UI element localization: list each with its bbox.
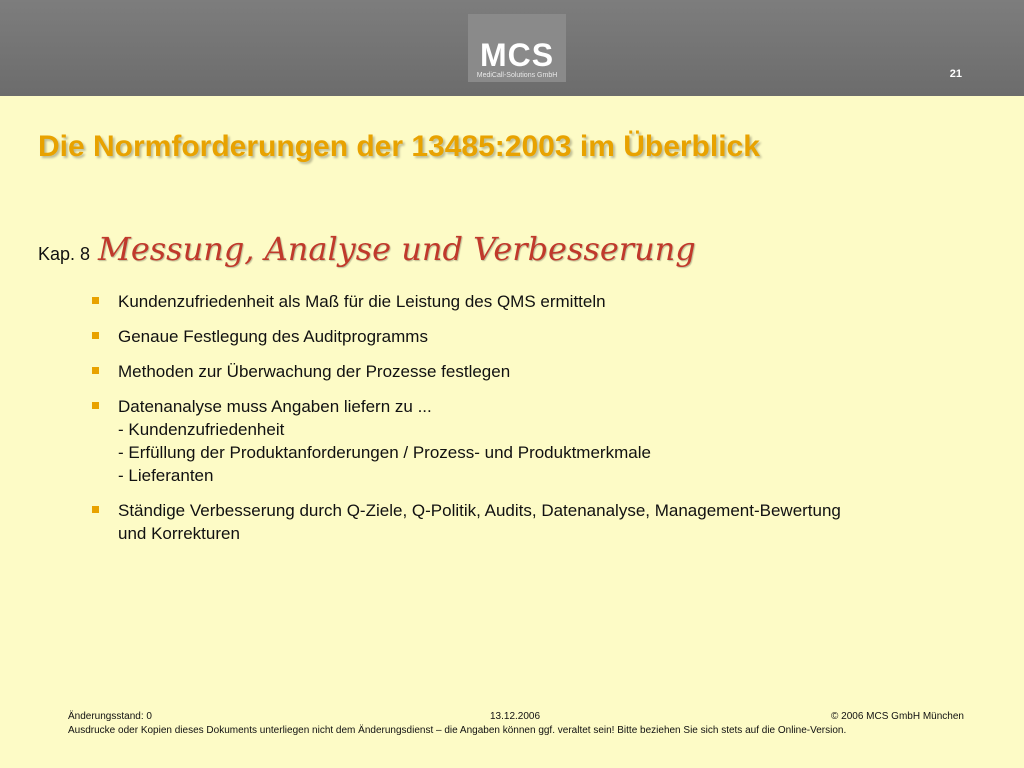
bullet-text: Methoden zur Überwachung der Prozesse festlegen — [118, 362, 511, 381]
bullet-text-continued: und Korrekturen — [118, 524, 240, 543]
bullet-icon — [92, 297, 99, 304]
copyright: © 2006 MCS GmbH München — [831, 711, 964, 722]
bullet-icon — [92, 332, 99, 339]
slide-number: 21 — [949, 68, 962, 80]
bullet-item — [92, 290, 992, 313]
disclaimer: Ausdrucke oder Kopien dieses Dokuments unterliegen nicht dem Änderungsdienst – die Angaben können ggf. veraltet sein! Bitte beziehen Sie sich stets auf die Online-Version. — [68, 725, 847, 736]
bullet-icon — [92, 367, 99, 374]
bullet-icon — [92, 506, 99, 513]
revision-status: Änderungsstand: 0 — [68, 711, 152, 722]
footer-date: 13.12.2006 — [490, 711, 541, 722]
bullet-list — [92, 290, 992, 557]
footer — [68, 711, 964, 736]
bullet-item — [92, 499, 992, 545]
bullet-subtext: - Kundenzufriedenheit — [118, 420, 285, 439]
bullet-subtext: - Lieferanten — [118, 466, 214, 485]
bullet-text: Ständige Verbesserung durch Q-Ziele, Q-Politik, Audits, Datenanalyse, Management-Bewertung — [118, 501, 841, 520]
header-bar — [0, 0, 1024, 96]
bullet-subtext: - Erfüllung der Produktanforderungen / Prozess- und Produktmerkmale — [118, 443, 651, 462]
logo-subtitle: MediCall-Solutions GmbH — [476, 72, 558, 79]
mcs-logo — [468, 14, 566, 82]
bullet-text: Kundenzufriedenheit als Maß für die Leistung des QMS ermitteln — [118, 292, 606, 311]
bullet-text: Datenanalyse muss Angaben liefern zu ... — [118, 397, 432, 416]
bullet-item — [92, 360, 992, 383]
slide-title: Die Normforderungen der 13485:2003 im Überblick — [38, 130, 760, 163]
chapter-title: Messung, Analyse und Verbesserung — [98, 230, 696, 268]
chapter-prefix: Kap. 8 — [38, 244, 91, 264]
bullet-text: Genaue Festlegung des Auditprogramms — [118, 327, 428, 346]
logo-text: MCS — [479, 37, 555, 73]
bullet-item — [92, 325, 992, 348]
chapter-heading — [38, 230, 696, 268]
bullet-item — [92, 395, 992, 487]
bullet-icon — [92, 402, 99, 409]
